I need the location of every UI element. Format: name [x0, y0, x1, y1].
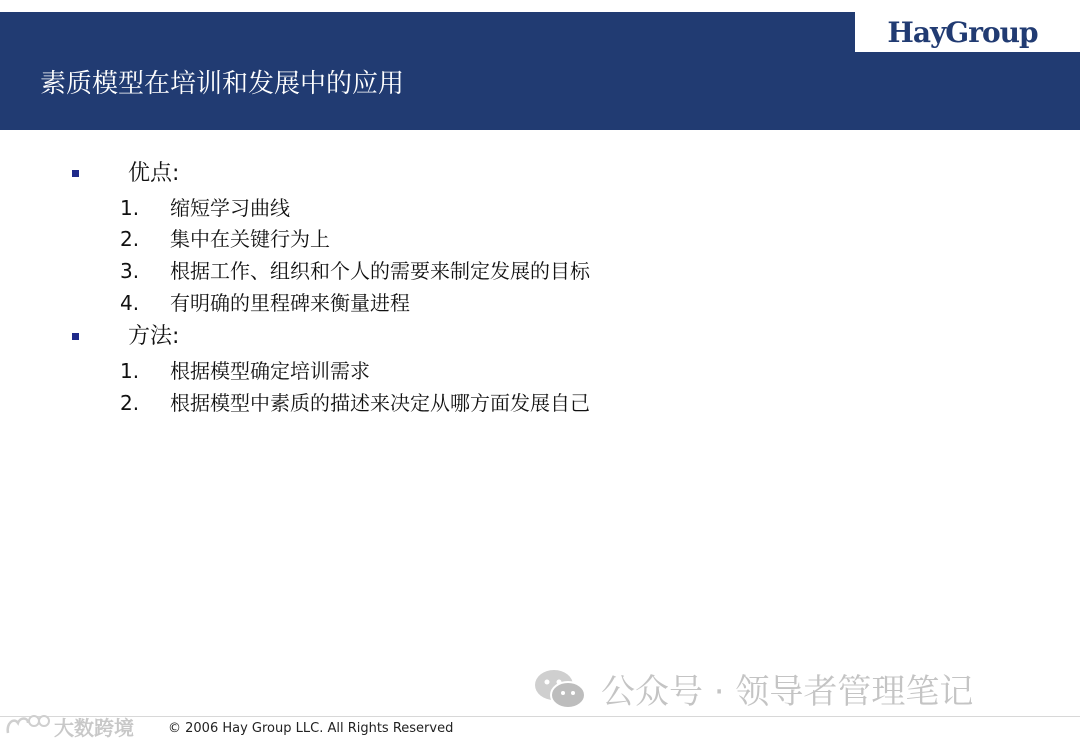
list-item-text: 根据工作、组织和个人的需要来制定发展的目标 — [170, 259, 590, 283]
section-label-methods: 方法: — [128, 324, 180, 349]
watermark — [533, 664, 973, 713]
square-bullet-icon — [72, 333, 79, 340]
list-item-number: 4. — [120, 291, 140, 315]
list-item-text: 集中在关键行为上 — [170, 227, 330, 251]
list-item-text: 根据模型确定培训需求 — [170, 359, 370, 383]
copyright-text: © 2006 Hay Group LLC. All Rights Reserved — [168, 721, 454, 736]
square-bullet-icon — [72, 170, 79, 177]
list-item-number: 1. — [120, 359, 140, 383]
corner-logo — [4, 711, 134, 741]
list-item-number: 3. — [120, 259, 140, 283]
list-item-number: 2. — [120, 227, 140, 251]
logo-box — [855, 12, 1080, 52]
watermark-text: 公众号 · 领导者管理笔记 — [601, 672, 974, 712]
corner-logo-icon — [4, 711, 50, 741]
corner-logo-text: 大数跨境 — [54, 715, 134, 740]
footer-divider — [0, 716, 1080, 717]
list-item-number: 1. — [120, 196, 140, 220]
list-item-text: 根据模型中素质的描述来决定从哪方面发展自己 — [170, 391, 590, 415]
section-label-advantages: 优点: — [128, 161, 180, 186]
list-item-text: 缩短学习曲线 — [170, 196, 290, 220]
list-item-number: 2. — [120, 391, 140, 415]
list-item-text: 有明确的里程碑来衡量进程 — [170, 291, 410, 315]
haygroup-logo: HayGroup — [887, 15, 1038, 49]
wechat-icon — [533, 667, 587, 711]
slide-title: 素质模型在培训和发展中的应用 — [40, 69, 405, 99]
